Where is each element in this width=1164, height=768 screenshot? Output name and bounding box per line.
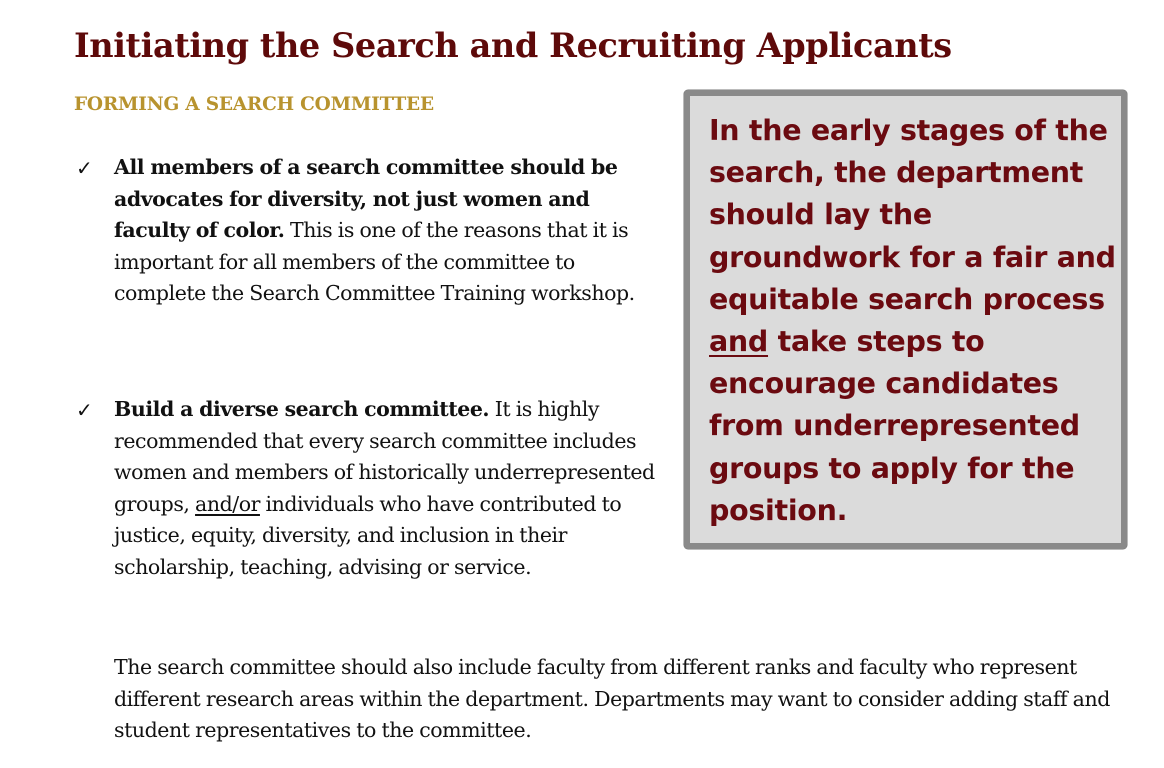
section-heading: FORMING A SEARCH COMMITTEE: [74, 94, 434, 115]
callout-text: [709, 110, 1119, 532]
check-mark-icon: ✓: [76, 156, 93, 180]
page-title: Initiating the Search and Recruiting Applicants: [74, 26, 952, 65]
bullet-body-start: It is highly recommended that every search committee includes women and members of historically underrepresented groups,: [114, 397, 655, 516]
callout-text-start: In the early stages of the search, the department should lay the groundwork for a fair and equitable search process: [709, 114, 1116, 316]
body-paragraph: The search committee should also include faculty from different ranks and faculty who represent different research areas within the department. Departments may want to consider adding staff and student representatives to the committee.: [114, 655, 1110, 743]
callout-box: [684, 90, 1127, 549]
bullet-underlined-text: and/or: [195, 491, 260, 516]
bullet-body: This is one of the reasons that it is important for all members of the committee to complete the Search Committee Training workshop.: [114, 218, 635, 306]
bullet-bold-lead: Build a diverse search committee.: [114, 397, 490, 421]
check-mark-icon: ✓: [76, 398, 93, 422]
bullet-text: [114, 152, 662, 310]
callout-text-end: take steps to encourage candidates from underrepresented groups to apply for the position.: [709, 325, 1080, 527]
callout-underlined-text: and: [709, 325, 769, 359]
bullet-text: [114, 394, 662, 584]
bullet-body-end: individuals who have contributed to justice, equity, diversity, and inclusion in their scholarship, teaching, advising or service.: [114, 491, 622, 579]
bullet-bold-lead: All members of a search committee should be advocates for diversity, not just women and faculty of color.: [114, 155, 618, 243]
